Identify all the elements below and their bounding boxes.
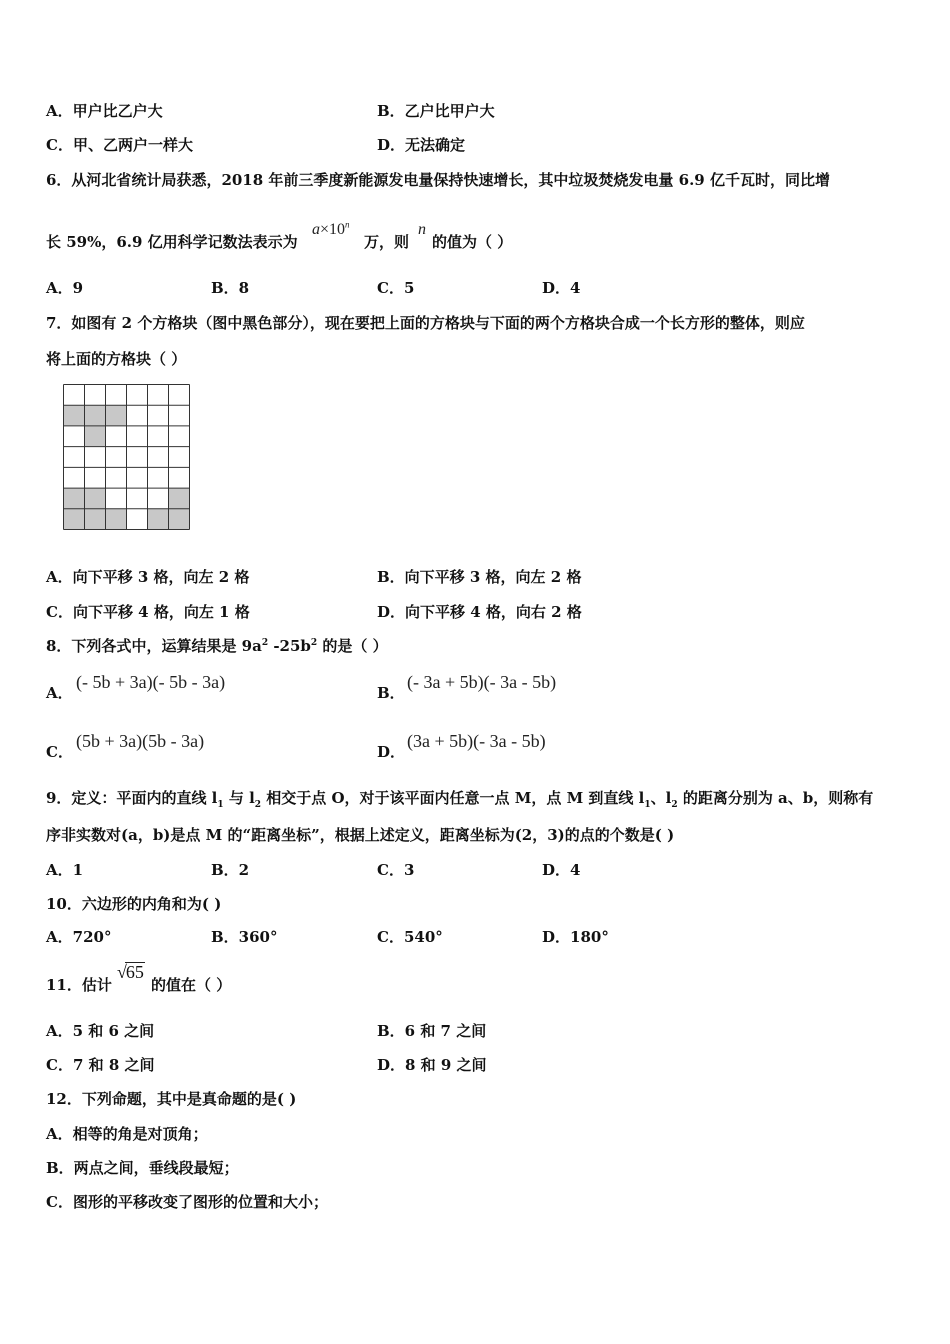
q6-stem-line2-pre: 长 59%，6.9 亿用科学记数法表示为 — [46, 233, 298, 251]
q9-option-d: D．4 — [542, 861, 581, 879]
q12-stem: 12．下列命题，其中是真命题的是( ) — [46, 1090, 297, 1108]
q9-stem-line1 — [46, 789, 874, 810]
q7-option-b: B．向下平移 3 格，向左 2 格 — [377, 568, 582, 586]
q10-option-d: D．180° — [542, 928, 609, 946]
q10-stem: 10．六边形的内角和为( ) — [46, 895, 222, 913]
q9-sub3: 1 — [644, 800, 651, 810]
grid-filled-cell — [85, 405, 106, 426]
q12-option-b: B．两点之间，垂线段最短； — [46, 1159, 239, 1177]
q7-option-a: A．向下平移 3 格，向左 2 格 — [46, 568, 250, 586]
q6-math-a: a — [312, 221, 320, 238]
q5-option-c: C．甲、乙两户一样大 — [46, 136, 193, 154]
q7-option-d: D．向下平移 4 格，向右 2 格 — [377, 603, 582, 621]
q9-option-c: C．3 — [377, 861, 415, 879]
q7-stem-line1: 7．如图有 2 个方格块（图中黑色部分），现在要把上面的方格块与下面的两个方格块合成一个长方形的整体，则应 — [46, 314, 805, 332]
q9-l1-c: 相交于点 O，对于该平面内任意一点 M，点 M 到直线 l — [261, 789, 645, 807]
grid-filled-cell — [64, 405, 85, 426]
q8-stem-pre: 8．下列各式中，运算结果是 9a — [46, 637, 262, 655]
q8-stem-mid: -25b — [268, 637, 311, 655]
q11-option-c: C．7 和 8 之间 — [46, 1056, 155, 1074]
q11-option-b: B．6 和 7 之间 — [377, 1022, 487, 1040]
q7-option-c: C．向下平移 4 格，向左 1 格 — [46, 603, 250, 621]
grid-filled-cell — [148, 509, 169, 530]
q8-stem-post: 的是（ ） — [317, 637, 388, 655]
grid-filled-cell — [169, 488, 190, 509]
q6-stem-line2-post: 的值为（ ） — [432, 233, 513, 251]
q5-option-b: B．乙户比甲户大 — [377, 102, 495, 120]
q11-option-a: A．5 和 6 之间 — [46, 1022, 155, 1040]
q6-math-n: n — [345, 219, 350, 230]
q11-stem-pre: 11．估计 — [46, 976, 112, 994]
q9-l1-e: 的距离分别为 a、b，则称有 — [677, 789, 874, 807]
q8-option-d-expr: (3a + 5b)(- 3a - 5b) — [407, 731, 546, 751]
grid-filled-cell — [85, 488, 106, 509]
q6-scientific-notation — [312, 219, 350, 238]
q6-n-variable: n — [418, 221, 426, 238]
grid-filled-cell — [64, 509, 85, 530]
q8-option-c-label: C． — [46, 743, 73, 761]
q9-option-b: B．2 — [211, 861, 250, 879]
q9-stem-line2: 序非实数对(a，b)是点 M 的“距离坐标”，根据上述定义，距离坐标为(2，3)的点的个数是( ) — [46, 826, 675, 844]
q8-sup1: 2 — [261, 638, 269, 648]
q9-l1-a: 9．定义：平面内的直线 l — [46, 789, 218, 807]
q7-grid-figure — [63, 384, 190, 530]
q6-math-times: ×10 — [320, 221, 346, 238]
q8-option-d-label: D． — [377, 743, 406, 761]
q9-option-a: A．1 — [46, 861, 84, 879]
q12-option-c: C．图形的平移改变了图形的位置和大小； — [46, 1193, 328, 1211]
q6-stem-line1: 6．从河北省统计局获悉，2018 年前三季度新能源发电量保持快速增长，其中垃圾焚烧发电量 6.9 亿千瓦时，同比增 — [46, 171, 830, 189]
q5-option-a: A．甲户比乙户大 — [46, 102, 163, 120]
q8-sup2: 2 — [310, 638, 318, 648]
q10-option-a: A．720° — [46, 928, 112, 946]
q8-stem — [46, 639, 388, 654]
radical-sign-icon: √ — [117, 962, 127, 982]
q11-stem-post: 的值在（ ） — [151, 976, 232, 994]
q7-stem-line2: 将上面的方格块（ ） — [46, 350, 187, 368]
q6-option-a: A．9 — [46, 279, 84, 297]
q11-option-d: D．8 和 9 之间 — [377, 1056, 487, 1074]
grid-filled-cell — [169, 509, 190, 530]
q8-option-c-expr: (5b + 3a)(5b - 3a) — [76, 731, 205, 751]
q8-option-b-label: B． — [377, 684, 405, 702]
q8-option-b-expr: (- 3a + 5b)(- 3a - 5b) — [407, 672, 557, 692]
grid-filled-cell — [106, 509, 127, 530]
q9-sub2: 2 — [254, 800, 262, 810]
q9-sub1: 1 — [217, 800, 224, 810]
q9-sub4: 2 — [671, 800, 678, 810]
q10-option-b: B．360° — [211, 928, 278, 946]
grid-filled-cell — [85, 426, 106, 447]
q6-option-c: C．5 — [377, 279, 415, 297]
q6-option-b: B．8 — [211, 279, 250, 297]
q11-sqrt — [117, 962, 145, 981]
q5-option-d: D．无法确定 — [377, 136, 466, 154]
grid-filled-cell — [64, 488, 85, 509]
q6-stem-line2-mid: 万，则 — [364, 233, 410, 251]
q8-option-a-expr: (- 5b + 3a)(- 5b - 3a) — [76, 672, 226, 692]
q8-option-a-label: A． — [46, 684, 73, 702]
grid-filled-cell — [106, 405, 127, 426]
grid-filled-cell — [85, 509, 106, 530]
q9-l1-d: 、l — [650, 789, 672, 807]
q6-option-d: D．4 — [542, 279, 581, 297]
q10-option-c: C．540° — [377, 928, 443, 946]
q11-radicand: 65 — [125, 962, 144, 982]
q12-option-a: A．相等的角是对顶角； — [46, 1125, 208, 1143]
q9-l1-b: 与 l — [223, 789, 255, 807]
